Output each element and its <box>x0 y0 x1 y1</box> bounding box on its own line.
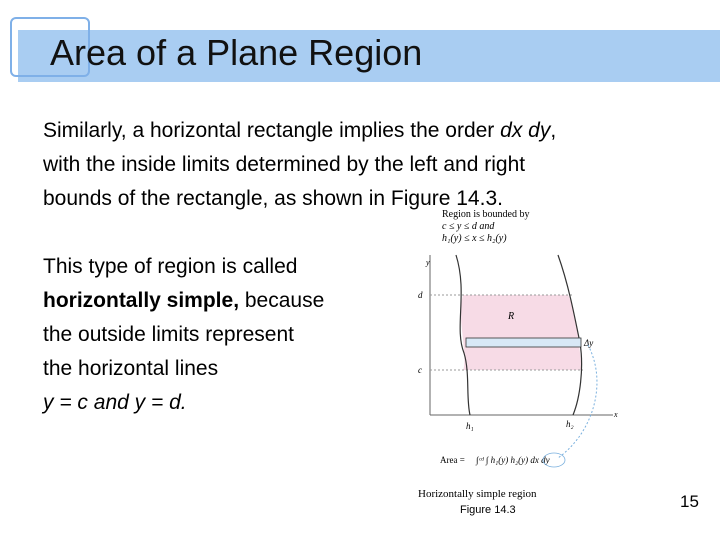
y-axis-label: y <box>426 258 430 267</box>
para2-line3: the outside limits represent <box>43 323 294 346</box>
para2-line4: the horizontal lines <box>43 357 219 380</box>
fig-subtitle: Horizontally simple region <box>418 488 537 500</box>
label-h1: h₁ <box>466 421 474 431</box>
para1-line1-pre: Similarly, a horizontal rectangle implies the order <box>43 119 501 142</box>
area-integral: ∫ᶜᵈ ∫ h₁(y) h₂(y) dx dy <box>476 455 550 465</box>
label-c: c <box>418 365 422 375</box>
x-axis-label: x <box>614 410 618 419</box>
paragraph-horizontally-simple <box>43 250 383 420</box>
area-label: Area = <box>440 455 465 465</box>
paragraph-order <box>43 114 663 216</box>
region-R-fill <box>461 295 582 370</box>
para2-line2-rest: because <box>239 289 325 312</box>
horizontal-rectangle <box>466 338 581 347</box>
para2-line5: y = c and y = d. <box>43 391 187 414</box>
label-h2: h₂ <box>566 419 574 429</box>
para2-line1: This type of region is called <box>43 255 298 278</box>
para1-line1-post: , <box>550 119 557 142</box>
figure-caption: Figure 14.3 <box>460 504 516 516</box>
label-R: R <box>508 311 515 322</box>
fig-heading-1: Region is bounded by <box>442 209 530 220</box>
fig-heading-2: c ≤ y ≤ d and <box>442 221 495 232</box>
para1-line1-em: dx dy <box>500 119 551 142</box>
label-delta-y: Δy <box>584 338 594 348</box>
page-number: 15 <box>680 492 699 511</box>
para1-line2: with the inside limits determined by the left and right <box>43 153 526 176</box>
slide-title: Area of a Plane Region <box>50 32 423 73</box>
fig-heading-3: h₁(y) ≤ x ≤ h₂(y) <box>442 233 507 244</box>
figure-14-3-diagram <box>408 203 618 503</box>
para2-line2-bold: horizontally simple, <box>43 289 240 312</box>
para1-line3: bounds of the rectangle, as shown in Figure 14.3. <box>43 187 503 210</box>
label-d: d <box>418 290 423 300</box>
